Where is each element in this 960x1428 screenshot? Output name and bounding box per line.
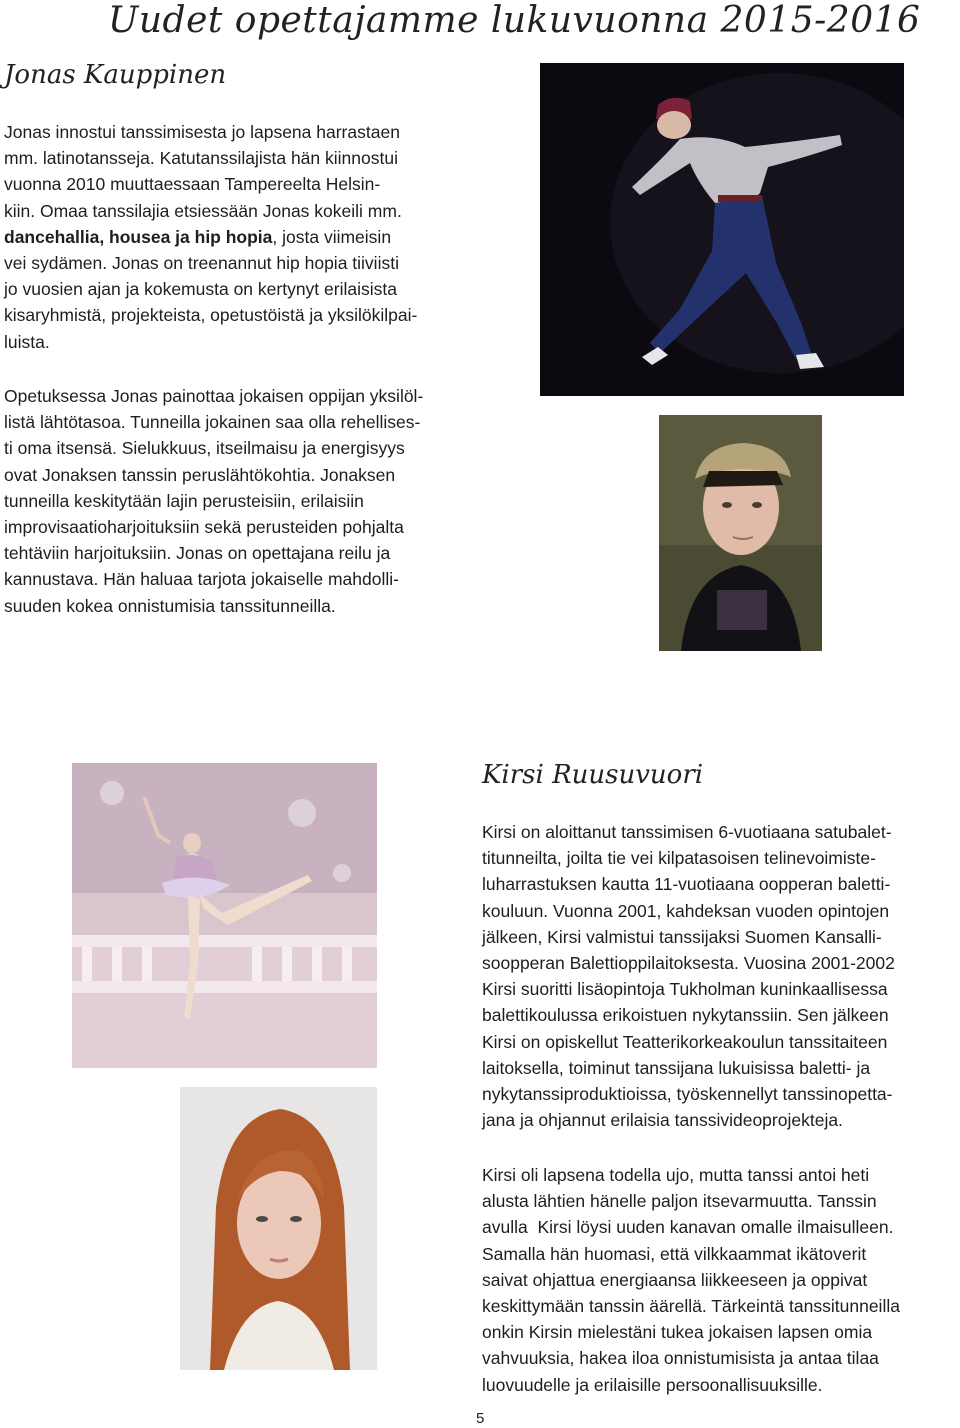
text-fragment: , josta viimeisin bbox=[272, 226, 392, 247]
page-number: 5 bbox=[476, 1410, 485, 1427]
text-line: jana ja ohjannut erilaisia tanssivideoprojekteja. bbox=[482, 1110, 843, 1131]
kirsi-ballet-photo bbox=[72, 763, 377, 1068]
text-line: avulla Kirsi löysi uuden kanavan omalle ilmaisulleen. bbox=[482, 1217, 894, 1238]
text-line: balettikoulussa erikoistuen nykytanssiin. Sen jälkeen bbox=[482, 1005, 889, 1026]
text-line: Kirsi on aloittanut tanssimisen 6-vuotiaana satubalet- bbox=[482, 822, 892, 842]
text-line: jälkeen, Kirsi valmistui tanssijaksi Suomen Kansalli- bbox=[482, 926, 882, 947]
text-line: kannustava. Hän haluaa tarjota jokaiselle mahdolli- bbox=[4, 569, 399, 590]
teacher-name-kirsi: Kirsi Ruusuvuori bbox=[482, 760, 704, 790]
text-line: Jonas innostui tanssimisesta jo lapsena harrastaen bbox=[4, 122, 400, 142]
kirsi-philosophy-paragraph bbox=[482, 1162, 900, 1398]
text-line: Kirsi oli lapsena todella ujo, mutta tanssi antoi heti bbox=[482, 1165, 870, 1185]
text-line: jo vuosien ajan ja kokemusta on kertynyt erilaisista bbox=[4, 279, 397, 300]
jonas-intro-paragraph bbox=[4, 119, 417, 355]
text-line: saivat ohjattua energiaansa liikkeeseen ja oppivat bbox=[482, 1269, 868, 1290]
text-line: luista. bbox=[4, 331, 50, 352]
teacher-name-jonas: Jonas Kauppinen bbox=[4, 60, 227, 90]
text-line: tehtäviin harjoituksiin. Jonas on opettajana reilu ja bbox=[4, 543, 391, 564]
text-line: ovat Jonaksen tanssin peruslähtökohtia. Jonaksen bbox=[4, 464, 396, 485]
text-line bbox=[4, 224, 417, 250]
text-line: vuonna 2010 muuttaessaan Tampereelta Helsin- bbox=[4, 174, 381, 195]
text-line: Samalla hän huomasi, että vilkkaammat ikätoverit bbox=[482, 1243, 867, 1264]
jonas-teaching-paragraph bbox=[4, 383, 423, 619]
text-line: suuden kokea onnistumisia tanssitunneilla. bbox=[4, 595, 336, 616]
text-line: Opetuksessa Jonas painottaa jokaisen oppijan yksilöl- bbox=[4, 386, 424, 406]
text-line: soopperan Balettioppilaitoksesta. Vuosina 2001-2002 bbox=[482, 953, 895, 974]
text-line: Kirsi suoritti lisäopintoja Tukholman kuninkaallisessa bbox=[482, 979, 888, 1000]
text-line: listä lähtötasoa. Tunneilla jokainen saa olla rehellises- bbox=[4, 412, 421, 433]
text-line: laitoksella, toiminut tanssijana lukuisissa baletti- ja bbox=[482, 1057, 871, 1078]
dance-styles-bold: dancehallia, housea ja hip hopia bbox=[4, 226, 273, 247]
text-line: kiin. Omaa tanssilajia etsiessään Jonas kokeili mm. bbox=[4, 200, 402, 221]
page-title: Uudet opettajamme lukuvuonna 2015-2016 bbox=[108, 0, 921, 41]
text-line: mm. latinotansseja. Katutanssilajista hän kiinnostui bbox=[4, 148, 398, 169]
text-line: tunneilla keskitytään lajin perusteisiin, erilaisiin bbox=[4, 490, 364, 511]
text-line: keskittymään tanssin äärellä. Tärkeintä tanssitunneilla bbox=[482, 1296, 900, 1317]
text-line: titunneilta, joilta tie vei kilpatasoisen telinevoimiste- bbox=[482, 848, 876, 869]
text-line: ti oma itsensä. Sielukkuus, itseilmaisu ja energisyys bbox=[4, 438, 405, 459]
text-line: nykytanssiproduktioissa, työskennellyt tanssinopetta- bbox=[482, 1084, 893, 1105]
kirsi-portrait-photo bbox=[180, 1087, 377, 1370]
jonas-portrait-photo bbox=[659, 415, 822, 651]
jonas-dance-photo bbox=[540, 63, 904, 396]
text-line: onkin Kirsin mielestäni tukea jokaisen lapsen omia bbox=[482, 1322, 873, 1343]
text-line: vei sydämen. Jonas on treenannut hip hopia tiiviisti bbox=[4, 253, 399, 274]
text-line: vahvuuksia, hakea iloa onnistumisista ja antaa tilaa bbox=[482, 1348, 879, 1369]
text-line: kouluun. Vuonna 2001, kahdeksan vuoden opintojen bbox=[482, 900, 890, 921]
kirsi-background-paragraph bbox=[482, 819, 895, 1133]
text-line: Kirsi on opiskellut Teatterikorkeakoulun tanssitaiteen bbox=[482, 1031, 888, 1052]
text-line: luharrastuksen kautta 11-vuotiaana oopperan baletti- bbox=[482, 874, 891, 895]
text-line: luovuudelle ja erilaisille persoonallisuuksille. bbox=[482, 1374, 823, 1395]
text-line: alusta lähtien hänelle paljon itsevarmuutta. Tanssin bbox=[482, 1191, 877, 1212]
text-line: improvisaatioharjoituksiin sekä perusteiden pohjalta bbox=[4, 517, 404, 538]
text-line: kisaryhmistä, projekteista, opetustöistä ja yksilökilpai- bbox=[4, 305, 418, 326]
